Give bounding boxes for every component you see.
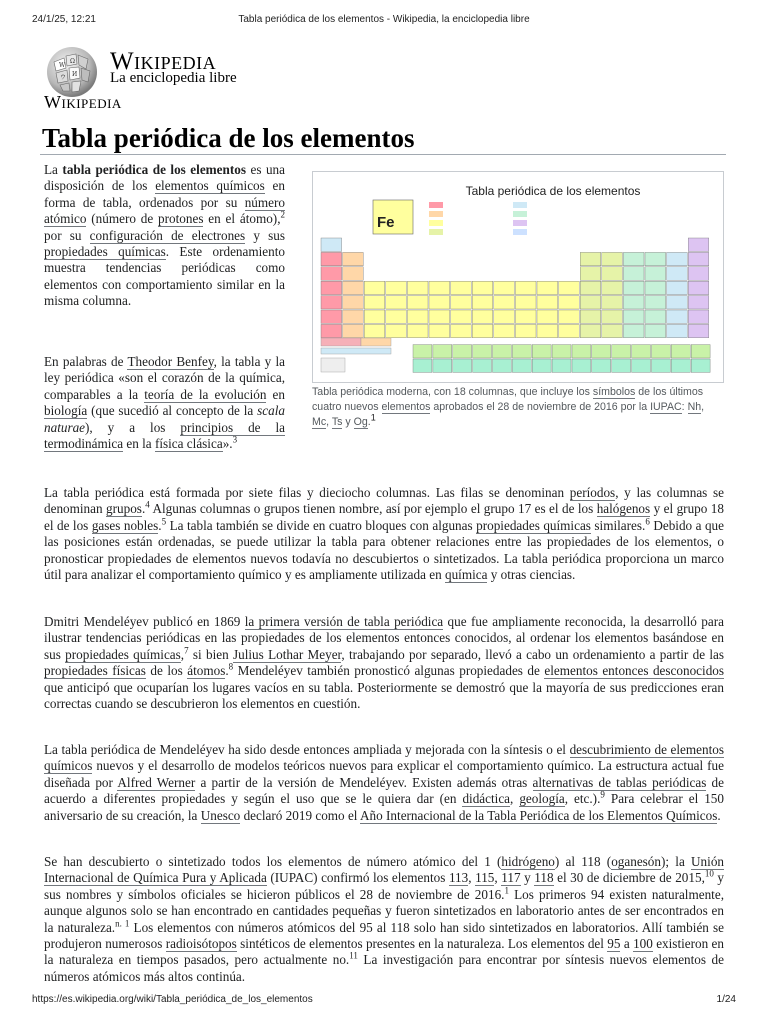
print-footer [32,994,736,1008]
caption-link-ts[interactable]: Ts [331,416,343,428]
reference-2[interactable]: 2 [280,209,285,220]
link-95[interactable]: 95 [607,936,621,952]
element-cell [632,359,651,372]
element-cell [602,267,623,280]
paragraph-descubrimiento: Se han descubierto o sintetizado todos los elementos de número atómico del 1 (hidrógeno) al 118 (oganesón); la Unión Internacional de Química Pura y Aplicada (IUPAC) confirmó los elementos 113, 115, 117 y 118 el 30 de diciembre de 2015,10 y sus nombres y símbolos oficiales se hicieron públicos el 28 de noviembre de 2016.$^1$ Los primeros 94 existen naturalmente, aunque algunos solo se han encontrado en cantidades pequeñas y fueron sintetizados en laboratorio antes de ser encontrados en la naturaleza.$^{n. 1}$ Los elementos con números atómicos del 95 al 118 solo han sido sintetizados en laboratorios. Allí también se produjeron numerosos radioisótopos sintéticos de elementos presentes en la naturaleza. Los elementos del 95 a 100 existieron en la naturaleza en tiempos pasados, pero actualmente no.$^{11}$ La investigación para encontrar por síntesis nuevos elementos de números atómicos más altos continúa. [44,854,725,984]
link-100[interactable]: 100 [633,936,653,952]
element-cell [472,296,493,309]
link-lothar-meyer[interactable]: Julius Lothar Meyer [233,646,342,662]
element-cell [321,238,342,251]
element-cell [321,310,342,323]
element-cell [472,281,493,294]
element-cell [413,359,432,372]
element-cell [407,310,428,323]
reference-1[interactable]: 1 [504,885,509,896]
link-oganeson[interactable]: oganesón [611,854,661,869]
paragraph-mendeleyev: Dmitri Mendeléyev publicó en 1869 la primera versión de tabla periódica que fue ampliamente reconocida, la desarrolló para ilustrar tendencias periódicas en las propiedades de los elementos entonces conocidos, al ordenar los elementos basándose en sus propiedades químicas,$^7$ si bien Julius Lothar Meyer, trabajando por separado, llevó a cabo un ordenamiento a partir de las propiedades físicas de los átomos.$^8$ Mendeléyev también pronosticó algunas propiedades de elementos entonces desconocidos que anticipó que ocuparían los lugares vacíos en su tabla. Posteriormente se demostró que la mayoría de sus predicciones eran correctas cuando se descubrieron los elementos en cuestión. [44,614,725,712]
link-didactica[interactable]: didáctica [462,791,511,807]
link-atomos[interactable]: átomos [187,663,226,679]
link-biologia[interactable]: biología [44,403,88,419]
link-113[interactable]: 113 [448,870,469,886]
element-cell [407,296,428,309]
element-cell [623,296,644,309]
wikipedia-wordmark: Wikipedia [110,48,217,75]
element-cell [532,359,551,372]
element-cell [652,359,671,372]
element-cell [691,359,710,372]
element-cell [343,310,364,323]
element-cell [667,281,688,294]
block-diagram [321,338,391,372]
element-cell [429,310,450,323]
periodic-table-image-title: Tabla periódica de los elementos [465,184,641,198]
link-grupos[interactable]: grupos [106,501,142,517]
link-theodor-benfey[interactable]: Theodor Benfey [127,354,214,369]
element-cell [429,281,450,294]
element-cell [688,238,709,251]
link-ano-internacional[interactable]: Año Internacional de la Tabla Periódica de los Elementos Químicos [360,807,718,823]
element-cell [572,359,591,372]
element-cell [559,281,580,294]
caption-link-iupac[interactable]: IUPAC [650,401,682,413]
caption-reference[interactable]: 1 [370,412,376,423]
element-cell [667,310,688,323]
element-cell [645,324,666,337]
element-cell [667,267,688,280]
element-cell [580,252,601,265]
element-cell [413,345,432,358]
element-cell [473,345,492,358]
element-cell [602,252,623,265]
reference-8[interactable]: 8 [228,661,234,672]
link-fisica-clasica[interactable]: física clásica [154,436,223,452]
link-configuracion-electrones[interactable]: configuración de electrones [89,227,246,243]
link-protones[interactable]: protones [158,211,204,227]
wikipedia-wordmark-small: Wikipedia [44,92,122,112]
link-numero-atomico[interactable]: número atómico [44,194,285,227]
element-cell [671,359,690,372]
element-cell [612,345,631,358]
note-1[interactable]: n. 1 [115,918,130,929]
link-unesco[interactable]: Unesco [200,807,241,823]
element-cell [364,281,385,294]
element-cell [512,345,531,358]
link-elementos-quimicos[interactable]: elementos químicos [155,178,265,194]
intro-paragraph-2: En palabras de Theodor Benfey, la tabla y la ley periódica «son el corazón de la química, comparables a la teoría de la evolución en biología (que sucedió al concepto de la scala naturae), y a los principios de la termodinámica en la física clásica».$^3$ [44,354,285,452]
link-iupac[interactable]: Unión Internacional de Química Pura y Aplicada [44,854,724,886]
element-cell [321,267,342,280]
element-cell [671,345,690,358]
element-cell [688,252,709,265]
link-quimica[interactable]: química [444,567,488,583]
element-cell [493,345,512,358]
element-cell [472,324,493,337]
link-117[interactable]: 117 [501,870,521,886]
element-cell [612,359,631,372]
link-halogenos[interactable]: halógenos [596,501,651,517]
element-cell [453,359,472,372]
element-cell [407,324,428,337]
element-cell [559,324,580,337]
element-cell [515,281,536,294]
link-primera-version[interactable]: la primera versión de tabla periódica [244,614,444,629]
element-cell [652,345,671,358]
element-cell [645,296,666,309]
element-cell [688,296,709,309]
link-elementos-desconocidos[interactable]: elementos entonces desconocidos [544,663,725,679]
element-cell [580,267,601,280]
element-cell [473,359,492,372]
element-cell [559,296,580,309]
element-cell [537,310,558,323]
link-teoria-evolucion[interactable]: teoría de la evolución [144,386,267,402]
element-cell [559,310,580,323]
element-cell [451,310,472,323]
print-datetime: 24/1/25, 12:21 [32,14,96,25]
element-cell [472,310,493,323]
print-doc-title: Tabla periódica de los elementos - Wikipedia, la enciclopedia libre [238,14,530,25]
element-cell [623,252,644,265]
reference-11[interactable]: 11 [349,951,358,962]
paragraph-estructura: La tabla periódica está formada por siete filas y dieciocho columnas. Las filas se denominan períodos, y las columnas se denominan grupos.$^4$ Algunas columnas o grupos tienen nombre, así por ejemplo el grupo 17 es el de los halógenos y el grupo 18 el de los gases nobles.$^5$ La tabla también se divide en cuatro bloques con algunas propiedades químicas similares.$^6$ Debido a que las posiciones están ordenadas, se puede utilizar la tabla para obtener relaciones entre las propiedades de los elementos, o pronosticar propiedades de elementos nuevos todavía no descubiertos o sintetizados. La tabla periódica proporciona un marco útil para analizar el comportamiento químico y es ampliamente utilizada en química y otras ciencias. [44,485,725,583]
link-propiedades-quimicas-2[interactable]: propiedades químicas [476,517,591,533]
element-cell [537,281,558,294]
element-cell [515,310,536,323]
link-descubrimiento-elementos[interactable]: descubrimiento de elementos químicos [44,742,724,774]
paragraph-ampliacion: La tabla periódica de Mendeléyev ha sido desde entonces ampliada y mejorada con la síntesis o el descubrimiento de elementos químicos nuevos y el desarrollo de modelos teóricos nuevos para explicar el comportamiento químico. La estructura actual fue diseñada por Alfred Werner a partir de la versión de Mendeléyev. Existen además otras alternativas de tablas periódicas de acuerdo a diferentes propiedades y según el uso que se le quiera dar (en didáctica, geología, etc.).$^9$ Para celebrar el 150 aniversario de su creación, la Unesco declaró 2019 como el Año Internacional de la Tabla Periódica de los Elementos Químicos. [44,742,724,823]
caption-link-mc[interactable]: Mc [312,416,327,428]
link-periodos[interactable]: períodos [569,485,616,500]
link-propiedades-fisicas[interactable]: propiedades físicas [44,663,146,679]
element-cell [433,345,452,358]
link-propiedades-quimicas-3[interactable]: propiedades químicas [65,646,181,662]
reference-7[interactable]: 7 [184,645,189,656]
example-element-cell [373,200,413,234]
periodic-table-figure [312,171,724,435]
reference-5[interactable]: 5 [161,516,167,527]
element-cell [602,324,623,337]
page-title: Tabla periódica de los elementos [42,123,415,153]
svg-text:ウ: ウ [60,74,67,81]
element-cell [453,345,472,358]
element-cell [602,296,623,309]
element-cell [688,281,709,294]
caption-link-nh[interactable]: Nh [687,401,702,413]
print-header [32,14,736,28]
element-cell [632,345,651,358]
element-cell [552,345,571,358]
element-cell [364,324,385,337]
element-cell [572,345,591,358]
element-cell [364,296,385,309]
element-cell [321,324,342,337]
svg-text:Ω: Ω [70,58,75,65]
element-cell [386,281,407,294]
element-cell [537,324,558,337]
caption-link-simbolos[interactable]: símbolos [592,386,636,398]
element-cell [433,359,452,372]
svg-text:W: W [59,62,66,69]
element-cell [580,281,601,294]
element-cell [429,296,450,309]
link-termodinamica[interactable]: principios de la termodinámica [44,419,285,452]
element-cell [494,296,515,309]
element-cell [688,324,709,337]
wikipedia-logo[interactable] [44,44,304,114]
reference-4[interactable]: 4 [145,500,150,511]
element-cell [688,267,709,280]
element-cell [343,252,364,265]
link-gases-nobles[interactable]: gases nobles [91,517,159,533]
element-cell [667,252,688,265]
caption-link-og[interactable]: Og [353,416,368,428]
element-cell [623,324,644,337]
link-115[interactable]: 115 [475,870,495,886]
element-cell [451,324,472,337]
element-cell [580,296,601,309]
element-cell [321,252,342,265]
reference-6[interactable]: 6 [645,516,650,527]
element-cell [512,359,531,372]
link-geologia[interactable]: geología [519,791,565,807]
reference-10[interactable]: 10 [704,869,714,880]
element-cell [580,324,601,337]
element-cell [429,324,450,337]
element-cell [532,345,551,358]
element-cell [407,281,428,294]
element-cell [623,310,644,323]
periodic-table-image[interactable] [312,171,724,383]
element-cell [537,296,558,309]
element-cell [386,324,407,337]
element-cell [592,359,611,372]
element-cell [623,267,644,280]
periodic-table-legend [429,202,527,235]
svg-text:Fe: Fe [377,214,395,231]
element-cell [451,281,472,294]
reference-3[interactable]: 3 [232,434,238,445]
element-cell [580,310,601,323]
reference-9[interactable]: 9 [600,789,605,800]
wikipedia-tagline: La enciclopedia libre [110,70,237,86]
link-hidrogeno[interactable]: hidrógeno [501,854,555,869]
element-cell [494,310,515,323]
element-cell [515,324,536,337]
print-url: https://es.wikipedia.org/wiki/Tabla_periódica_de_los_elementos [32,994,313,1005]
element-cell [343,324,364,337]
element-cell [386,296,407,309]
element-cell [645,267,666,280]
title-divider [40,154,726,155]
element-cell [645,252,666,265]
element-cell [667,324,688,337]
element-cell [592,345,611,358]
element-cell [515,296,536,309]
element-cell [343,296,364,309]
link-alfred-werner[interactable]: Alfred Werner [117,774,196,790]
link-alternativas-tablas[interactable]: alternativas de tablas periódicas [532,774,707,790]
link-propiedades-quimicas[interactable]: propiedades químicas [44,244,166,260]
element-cell [321,281,342,294]
link-118[interactable]: 118 [534,870,554,886]
element-cell [691,345,710,358]
element-cell [493,359,512,372]
intro-paragraph-1: La tabla periódica de los elementos es una disposición de los elementos químicos en forma de tabla, ordenados por su número atómico (número de protones en el átomo),$^2$ por su configuración de electrones y sus propiedades químicas. Este ordenamiento muestra tendencias periódicas como elementos con comportamiento similar en la misma columna. [44,162,286,309]
element-cell [343,267,364,280]
element-cell [667,296,688,309]
element-cell [552,359,571,372]
print-page-number: 1/24 [716,994,736,1005]
element-cell [602,310,623,323]
element-cell [451,296,472,309]
element-cell [364,310,385,323]
element-cell [645,310,666,323]
element-cell [688,310,709,323]
caption-link-elementos[interactable]: elementos [381,401,431,413]
element-cell [623,281,644,294]
element-cell [602,281,623,294]
element-cell [645,281,666,294]
link-radioisotopos[interactable]: radioisótopos [165,936,237,952]
periodic-table-graphic [313,172,723,382]
element-cell [494,281,515,294]
svg-text:И: И [72,71,78,78]
element-cell [386,310,407,323]
figure-caption: Tabla periódica moderna, con 18 columnas, que incluye los símbolos de los últimos cuatro nuevos elementos aprobados el 28 de noviembre de 2016 por la IUPAC: Nh, Mc, Ts y Og.$^1$ [312,386,705,428]
element-cell [321,296,342,309]
element-cell [343,281,364,294]
element-cell [494,324,515,337]
